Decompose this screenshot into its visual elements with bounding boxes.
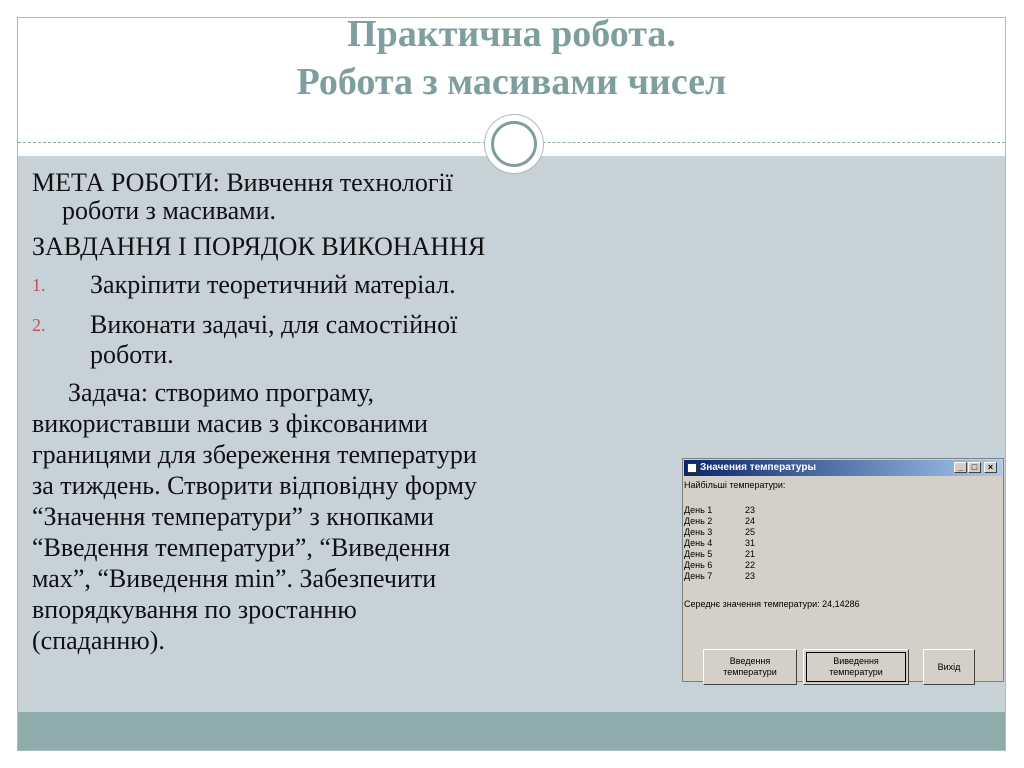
task-line-9: (спаданню).: [32, 626, 165, 655]
day-value: 22: [745, 560, 756, 570]
day-value: 23: [745, 505, 756, 515]
day-label: День 1: [684, 505, 713, 515]
task-line-4: за тиждень. Створити відповідну форму: [32, 471, 477, 500]
task-line-1: Задача: створимо програму,: [68, 378, 374, 407]
dialog-title: Значения температуры: [700, 462, 817, 473]
slide-title-line-1: Практична робота.: [347, 13, 676, 55]
app-icon: [687, 463, 697, 473]
task-line-3: границями для збереження температури: [32, 440, 477, 469]
exit-button[interactable]: Вихід: [923, 649, 975, 685]
task-line-7: мах”, “Виведення min”. Забезпечити: [32, 564, 437, 593]
day-label: День 5: [684, 549, 713, 559]
list-item-2: Виконати задачі, для самостійної: [90, 310, 458, 339]
day-value: 24: [745, 516, 756, 526]
list-item-2-cont: роботи.: [90, 340, 174, 369]
goal-line-2: роботи з масивами.: [62, 196, 277, 225]
day-label: День 6: [684, 560, 713, 570]
day-label: День 2: [684, 516, 713, 526]
day-label: День 3: [684, 527, 713, 537]
day-value: 23: [745, 571, 756, 581]
task-line-5: “Значення температури” з кнопками: [32, 502, 434, 531]
slide: [17, 13, 1006, 751]
dialog-titlebar[interactable]: [684, 460, 1002, 476]
day-label: День 4: [684, 538, 713, 548]
day-value: 31: [745, 538, 756, 548]
temperature-dialog: [682, 458, 1004, 682]
task-line-8: впорядкування по зростанню: [32, 595, 357, 624]
goal-line-1: МЕТА РОБОТИ: Вивчення технології: [32, 168, 453, 197]
slide-title-line-2: Робота з масивами чисел: [296, 61, 727, 103]
output-temperature-button[interactable]: [803, 649, 909, 685]
minimize-button[interactable]: _: [954, 462, 967, 473]
button-label-line-1: Виведення: [833, 656, 879, 666]
list-number-1: 1.: [32, 275, 46, 295]
button-label-line-2: температури: [723, 667, 777, 677]
bottom-band: [18, 712, 1005, 750]
task-line-6: “Введення температури”, “Виведення: [32, 533, 451, 562]
task-line-2: використавши масив з фіксованими: [32, 409, 428, 438]
average-label: Середнє значення температури: 24,14286: [684, 599, 860, 609]
close-button[interactable]: ×: [984, 462, 997, 473]
day-value: 21: [745, 549, 756, 559]
circle-ornament: [484, 114, 544, 174]
button-label-line-2: температури: [829, 667, 883, 677]
day-value: 25: [745, 527, 756, 537]
day-label: День 7: [684, 571, 713, 581]
circle-ornament-ring: [491, 121, 537, 167]
input-temperature-button[interactable]: [703, 649, 797, 685]
button-label-line-1: Введення: [729, 656, 771, 666]
list-item-1: Закріпити теоретичний матеріал.: [90, 270, 456, 299]
tasks-heading: ЗАВДАННЯ І ПОРЯДОК ВИКОНАННЯ: [32, 232, 486, 261]
max-temps-label: Найбільші температури:: [684, 480, 786, 490]
list-number-2: 2.: [32, 315, 46, 335]
maximize-button[interactable]: □: [968, 462, 981, 473]
